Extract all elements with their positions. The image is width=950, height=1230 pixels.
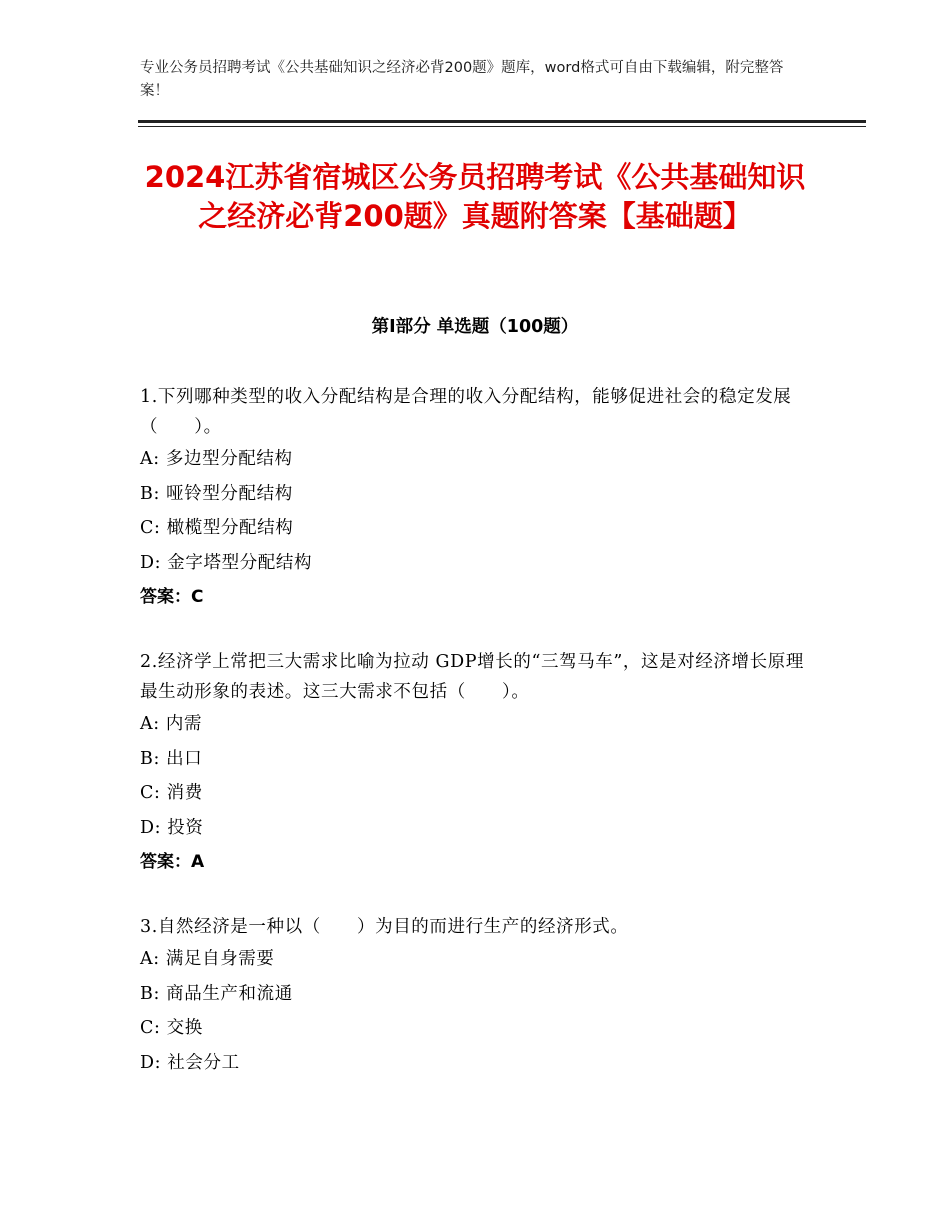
question-1 — [140, 382, 810, 614]
option-b: B: 商品生产和流通 — [140, 983, 293, 1004]
question-stem: 2.经济学上常把三大需求比喻为拉动 GDP增长的“三驾马车”，这是对经济增长原理最生动形象的表述。这三大需求不包括（ ）。 — [140, 652, 804, 702]
option-b: B: 哑铃型分配结构 — [140, 483, 293, 504]
question-2 — [140, 647, 810, 879]
header-divider-thin — [138, 126, 866, 127]
option-d: D: 金字塔型分配结构 — [140, 552, 313, 573]
option-b: B: 出口 — [140, 748, 203, 769]
option-a: A: 满足自身需要 — [140, 949, 275, 969]
option-c: C: 消费 — [140, 783, 203, 803]
question-3 — [140, 912, 810, 1080]
option-c: C: 交换 — [140, 1018, 203, 1038]
document-title: 2024江苏省宿城区公务员招聘考试《公共基础知识之经济必背200题》真题附答案【基础题】 — [144, 160, 806, 233]
question-stem: 3.自然经济是一种以（ ）为目的而进行生产的经济形式。 — [140, 917, 629, 937]
question-stem: 1.下列哪种类型的收入分配结构是合理的收入分配结构，能够促进社会的稳定发展（ ）。 — [140, 387, 792, 437]
section-title: 第I部分 单选题（100题） — [371, 317, 579, 337]
option-a: A: 内需 — [140, 714, 203, 734]
question-list — [140, 382, 810, 1113]
option-c: C: 橄榄型分配结构 — [140, 518, 294, 538]
answer: 答案：C — [140, 587, 204, 607]
answer: 答案：A — [140, 852, 205, 872]
header-note: 专业公务员招聘考试《公共基础知识之经济必背200题》题库，word格式可自由下载编辑，附完整答案！ — [140, 60, 784, 99]
header-divider — [138, 120, 866, 123]
option-d: D: 投资 — [140, 817, 204, 838]
option-a: A: 多边型分配结构 — [140, 449, 293, 469]
option-d: D: 社会分工 — [140, 1052, 240, 1073]
